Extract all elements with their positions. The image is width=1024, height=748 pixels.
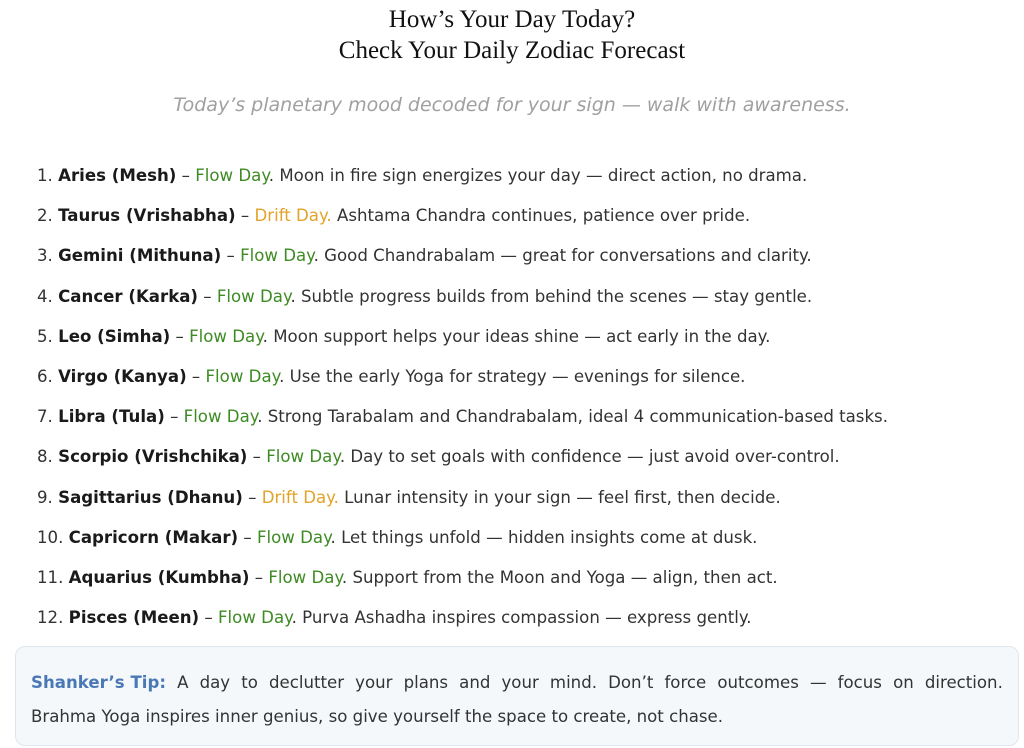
forecast-separator: – <box>170 326 190 346</box>
page-title <box>0 4 1024 66</box>
forecast-item <box>37 404 888 444</box>
forecast-sign: Aries (Mesh) <box>58 166 177 185</box>
tip-word: plans <box>403 673 449 692</box>
forecast-sign: Libra (Tula) <box>58 407 165 427</box>
forecast-text: . Good Chandrabalam — great for conversations and clarity. <box>313 246 812 266</box>
forecast-day-type: Flow Day <box>189 326 263 346</box>
forecast-item <box>37 163 888 203</box>
forecast-sign: Virgo (Kanya) <box>58 366 187 386</box>
forecast-separator: – <box>247 447 267 467</box>
forecast-text: . Support from the Moon and Yoga — align, then act. <box>341 567 778 587</box>
page-title-line-2: Check Your Daily Zodiac Forecast <box>338 37 686 64</box>
tip-word: mind. <box>549 673 598 692</box>
tip-label: Shanker’s Tip: <box>31 673 166 692</box>
forecast-number: 8. <box>37 447 53 467</box>
forecast-number: 6. <box>37 366 53 386</box>
forecast-item <box>37 525 888 565</box>
forecast-day-type: Flow Day <box>205 366 280 386</box>
forecast-day-type: Drift Day. <box>261 487 339 507</box>
forecast-day-type: Flow Day <box>216 286 291 306</box>
forecast-item <box>37 364 888 404</box>
forecast-sign: Leo (Simha) <box>58 326 171 346</box>
tip-word: force <box>664 673 707 692</box>
tip-line-1 <box>31 666 1003 700</box>
forecast-item <box>37 485 888 525</box>
forecast-separator: – <box>176 166 196 185</box>
forecast-separator: – <box>242 487 262 507</box>
forecast-text: . Moon in fire sign energizes your day — direct action, no drama. <box>268 166 808 185</box>
tip-word: on <box>893 673 914 692</box>
tip-word: day <box>199 673 231 692</box>
forecast-sign: Taurus (Vrishabha) <box>58 206 236 226</box>
forecast-number: 9. <box>37 487 53 507</box>
tip-word: your <box>355 673 393 692</box>
tip-text-line-2: Brahma Yoga inspires inner genius, so give yourself the space to create, not chase. <box>31 707 724 726</box>
forecast-text: Ashtama Chandra continues, patience over pride. <box>331 206 751 226</box>
tip-word: and <box>459 673 491 692</box>
forecast-separator: – <box>199 608 219 628</box>
tip-word: declutter <box>268 673 345 692</box>
forecast-separator: – <box>186 366 206 386</box>
forecast-separator: – <box>249 567 269 587</box>
forecast-number: 2. <box>37 206 53 226</box>
forecast-day-type: Flow Day <box>240 246 314 266</box>
forecast-text: . Use the early Yoga for strategy — evenings for silence. <box>279 366 746 386</box>
forecast-number: 5. <box>37 326 53 346</box>
forecast-item <box>37 243 888 283</box>
tip-word: focus <box>837 673 882 692</box>
forecast-day-type: Flow Day <box>266 447 340 467</box>
forecast-item <box>37 203 888 243</box>
forecast-text: . Let things unfold — hidden insights come at dusk. <box>330 527 758 547</box>
forecast-day-type: Flow Day <box>218 608 292 628</box>
forecast-text: Lunar intensity in your sign — feel first, then decide. <box>338 487 781 507</box>
tip-word: A <box>177 673 189 692</box>
forecast-text: . Purva Ashadha inspires compassion — express gently. <box>291 608 752 628</box>
forecast-separator: – <box>221 246 241 266</box>
tip-word: outcomes <box>717 673 799 692</box>
forecast-sign: Scorpio (Vrishchika) <box>58 447 248 467</box>
forecast-sign: Cancer (Karka) <box>58 286 199 306</box>
forecast-day-type: Drift Day. <box>254 206 332 226</box>
page-title-line-1: How’s Your Day Today? <box>388 6 636 33</box>
tip-word: — <box>809 673 827 692</box>
forecast-item <box>37 324 888 364</box>
forecast-separator: – <box>238 527 257 547</box>
forecast-sign: Capricorn (Makar) <box>68 527 239 547</box>
forecast-day-type: Flow Day <box>195 166 269 185</box>
zodiac-forecast-list <box>37 163 888 645</box>
forecast-sign: Pisces (Meen) <box>68 608 200 628</box>
forecast-number: 3. <box>37 246 53 266</box>
tip-line-2 <box>31 700 1003 734</box>
forecast-text: . Day to set goals with confidence — just avoid over-control. <box>339 447 840 467</box>
forecast-separator: – <box>235 206 255 226</box>
forecast-day-type: Flow Day <box>256 527 331 547</box>
page-subtitle: Today’s planetary mood decoded for your sign — walk with awareness. <box>173 94 851 116</box>
forecast-day-type: Flow Day <box>183 407 258 427</box>
forecast-number: 10. <box>37 527 64 547</box>
tip-box <box>15 646 1019 746</box>
forecast-number: 11. <box>37 567 64 587</box>
forecast-day-type: Flow Day <box>268 567 342 587</box>
forecast-sign: Sagittarius (Dhanu) <box>58 487 243 507</box>
forecast-sign: Aquarius (Kumbha) <box>68 567 250 587</box>
tip-word: Don’t <box>608 673 654 692</box>
forecast-text: . Subtle progress builds from behind the scenes — stay gentle. <box>290 286 813 306</box>
forecast-number: 1. <box>37 166 53 185</box>
forecast-text: . Strong Tarabalam and Chandrabalam, ideal 4 communication-based tasks. <box>257 407 888 427</box>
forecast-number: 12. <box>37 608 64 628</box>
forecast-separator: – <box>164 407 184 427</box>
forecast-item <box>37 565 888 605</box>
forecast-number: 4. <box>37 286 53 306</box>
forecast-item <box>37 284 888 324</box>
forecast-number: 7. <box>37 407 53 427</box>
forecast-item <box>37 444 888 484</box>
forecast-text: . Moon support helps your ideas shine — act early in the day. <box>262 326 771 346</box>
forecast-separator: – <box>198 286 217 306</box>
tip-word: to <box>241 673 258 692</box>
forecast-sign: Gemini (Mithuna) <box>58 246 222 266</box>
forecast-item <box>37 605 888 645</box>
tip-word: direction. <box>924 673 1003 692</box>
tip-word: your <box>501 673 539 692</box>
